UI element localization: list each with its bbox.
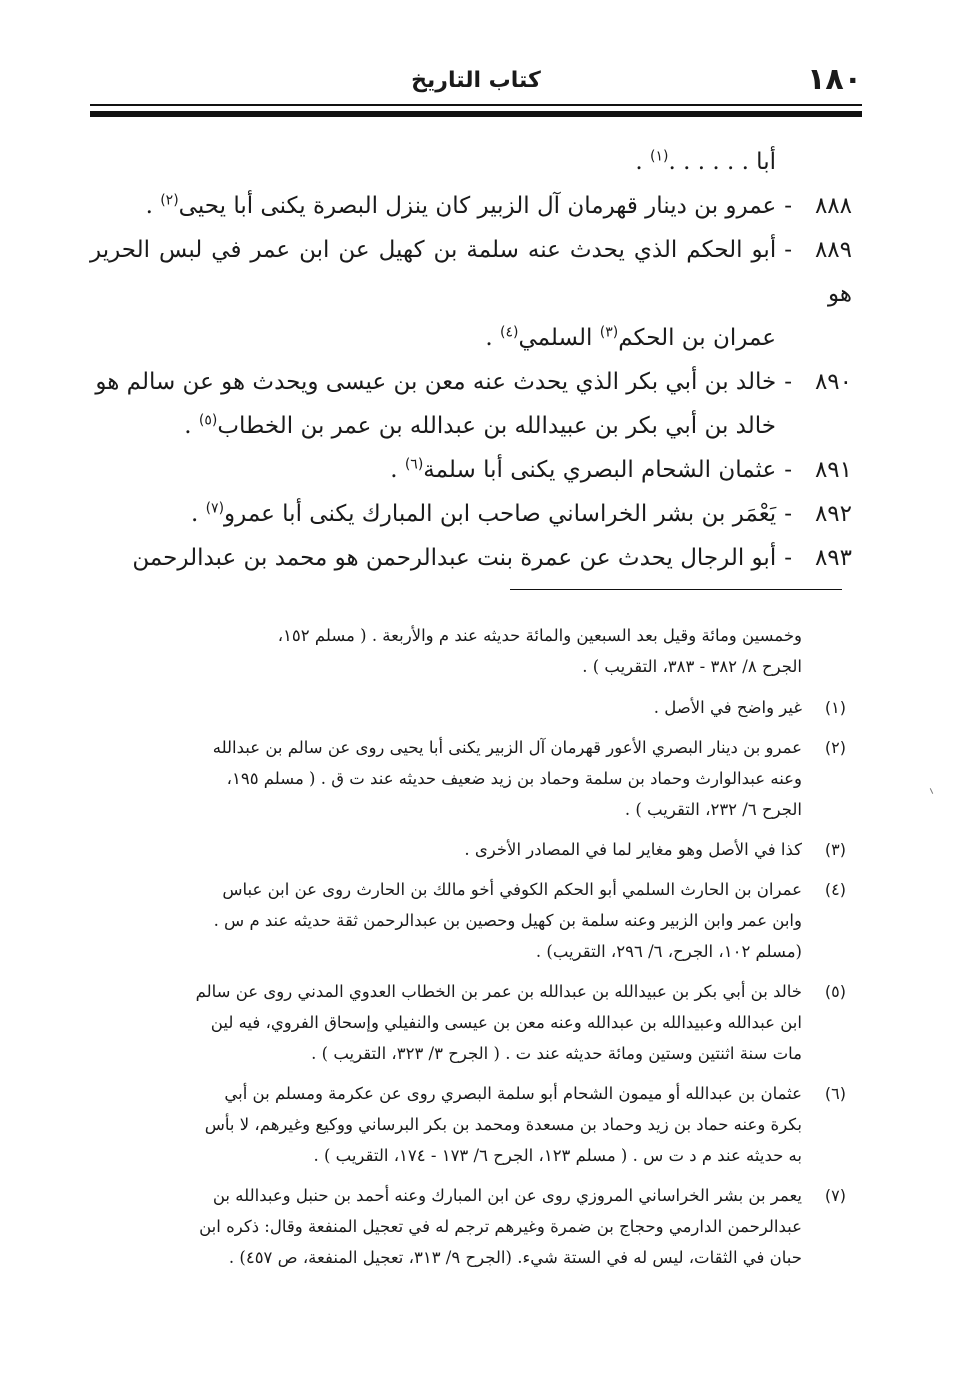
footnote-2: (٢) عمرو بن دينار البصري الأعور قهرمان آل الزبير يكنى أبا يحيى روى عن سالم بن عبدالله وعنه عبدالوارث وحماد بن سلمة وحماد بن زيد ضعيف حديثه عند ت ق . ( مسلم ١٩٥، الجرح ٦/ ٢٣٢، التقريب ) . (88, 732, 846, 825)
footnote-number: (٣) (824, 840, 846, 859)
entry-text: عمرو بن دينار قهرمان آل الزبير كان ينزل البصرة يكنى أبا يحيى (178, 193, 777, 219)
footnote-ref: (٢) (160, 192, 179, 209)
footnote-7: (٧) يعمر بن بشر الخراساني المروزي روى عن ابن المبارك وعنه أحمد بن حنبل وعبدالله بن عبدالرحمن الدارمي وحجاج بن ضمرة وغيرهم ترجم له في تعجيل المنفعة وقال: ذكره ابن حبان في الثقات، ليس له في الستة شيء. (الجرح ٩/ ٣١٣، تعجيل المنفعة، ص ٤٥٧) . (88, 1180, 846, 1273)
footnote-ref: (٤) (499, 324, 519, 341)
entry-number: ٨٩٣ (814, 545, 852, 571)
entry-890: ٨٩٠-خالد بن أبي بكر الذي يحدث عنه معن بن عيسى ويحدث هو عن سالم هو خالد بن أبي بكر بن عبيدالله بن عبدالله بن عمر بن الخطاب$^{(٥)}$ . (90, 360, 852, 448)
page-number: ١٨٠ (807, 62, 862, 97)
footnote-6: (٦) عثمان بن عبدالله أو ميمون الشحام أبو سلمة البصري روى عن عكرمة ومسلم بن أبي بكرة وعنه حماد بن زيد وحماد بن مسعدة ومحمد بن بكر البرساني ووكيع وغيرهم، لا بأس به حديثه عند م د ت س . ( مسلم ١٢٣، الجرح ٦/ ١٧٣ - ١٧٤، التقريب ) . (88, 1078, 846, 1171)
footnote-ref: (١) (649, 148, 669, 165)
footnote-number: (٢) (824, 738, 846, 757)
entry-text: السلمي (518, 325, 600, 351)
book-title: كتاب التاريخ (411, 68, 541, 93)
entry-text: خالد بن أبي بكر بن عبيدالله بن عبدالله بن عمر بن الخطاب (217, 413, 776, 439)
page-header (90, 62, 862, 102)
entry-893: ٨٩٣-أبو الرجال يحدث عن عمرة بنت عبدالرحمن هو محمد بن عبدالرحمن (90, 536, 852, 580)
footnote-number: (٤) (824, 880, 846, 899)
footnote-number: (٦) (824, 1084, 846, 1103)
entry-text: يَعْمَر بن بشر الخراساني صاحب ابن المبارك يكنى أبا عمرو (224, 501, 777, 527)
entry-892: ٨٩٢-يَعْمَر بن بشر الخراساني صاحب ابن المبارك يكنى أبا عمرو$^{(٧)}$ . (90, 492, 852, 536)
footnote-number: (٥) (824, 982, 846, 1001)
footnote-ref: (٥) (198, 412, 218, 429)
footnote-4: (٤) عمران بن الحارث السلمي أبو الحكم الكوفي أخو مالك بن الحارث روى عن ابن عباس وابن عمر وابن الزبير وعنه سلمة بن كهيل وحصين بن عبدالرحمن ثقة حديثه عند م س . (مسلم ١٠٢، الجرح، ٦/ ٢٩٦، التقريب) . (88, 874, 846, 967)
entry-text: عثمان الشحام البصري يكنى أبا سلمة (423, 457, 777, 483)
opening-text: أبا . . . . . . (668, 149, 776, 175)
main-text (90, 140, 852, 580)
header-rule-thick (90, 111, 862, 117)
entry-text: عمران بن الحكم (618, 325, 776, 351)
entry-888: ٨٨٨-عمرو بن دينار قهرمان آل الزبير كان ينزل البصرة يكنى أبا يحيى$^{(٢)}$ . (90, 184, 852, 228)
footnote-ref: (٣) (599, 324, 619, 341)
opening-end: . (635, 149, 650, 175)
footnote-number: (٧) (824, 1186, 846, 1205)
footnote-continuation: وخمسين ومائة وقيل بعد السبعين والمائة حديثه عند م والأربعة . ( مسلم ١٥٢، الجرح ٨/ ٣٨٢ - ٣٨٣، التقريب ) . (277, 626, 802, 676)
footnote-ref: (٦) (404, 456, 424, 473)
footnote-separator (510, 589, 842, 590)
opening-line (90, 140, 852, 184)
entry-text: أبو الحكم الذي يحدث عنه سلمة بن كهيل عن ابن عمر في لبس الحرير هو (90, 237, 852, 307)
footnotes (88, 620, 846, 1282)
footnote-3: (٣) كذا في الأصل وهو مغاير لما في المصادر الأخرى . (88, 834, 846, 865)
entry-number: ٨٩١ (814, 457, 852, 483)
entry-number: ٨٨٨ (814, 193, 852, 219)
scan-speck (930, 788, 933, 794)
footnote-ref: (٧) (205, 500, 225, 517)
entry-889: ٨٨٩-أبو الحكم الذي يحدث عنه سلمة بن كهيل عن ابن عمر في لبس الحرير هو عمران بن الحكم$^{(٣)}$ السلمي$^{(٤)}$ . (90, 228, 852, 360)
header-rule-thin (90, 104, 862, 106)
footnote-number: (١) (824, 698, 846, 717)
entry-891: ٨٩١-عثمان الشحام البصري يكنى أبا سلمة$^{(٦)}$ . (90, 448, 852, 492)
entry-number: ٨٨٩ (814, 237, 852, 263)
entry-text: أبو الرجال يحدث عن عمرة بنت عبدالرحمن هو محمد بن عبدالرحمن (132, 545, 777, 571)
footnote-5: (٥) خالد بن أبي بكر بن عبيدالله بن عبدالله بن عمر بن الخطاب العدوي المدني روى عن سالم ابن عبدالله وعبيدالله بن عبدالله وعنه معن بن عيسى والنفيلي وإسحاق الفروي، فيه لين مات سنة اثنتين وستين ومائة حديثه عند ت . ( الجرح ٣/ ٣٢٣، التقريب ) . (88, 976, 846, 1069)
entry-number: ٨٩٢ (814, 501, 852, 527)
footnote-1: (١) غير واضح في الأصل . (88, 692, 846, 723)
entry-text: خالد بن أبي بكر الذي يحدث عنه معن بن عيسى ويحدث هو عن سالم هو (95, 369, 777, 395)
entry-number: ٨٩٠ (814, 369, 852, 395)
